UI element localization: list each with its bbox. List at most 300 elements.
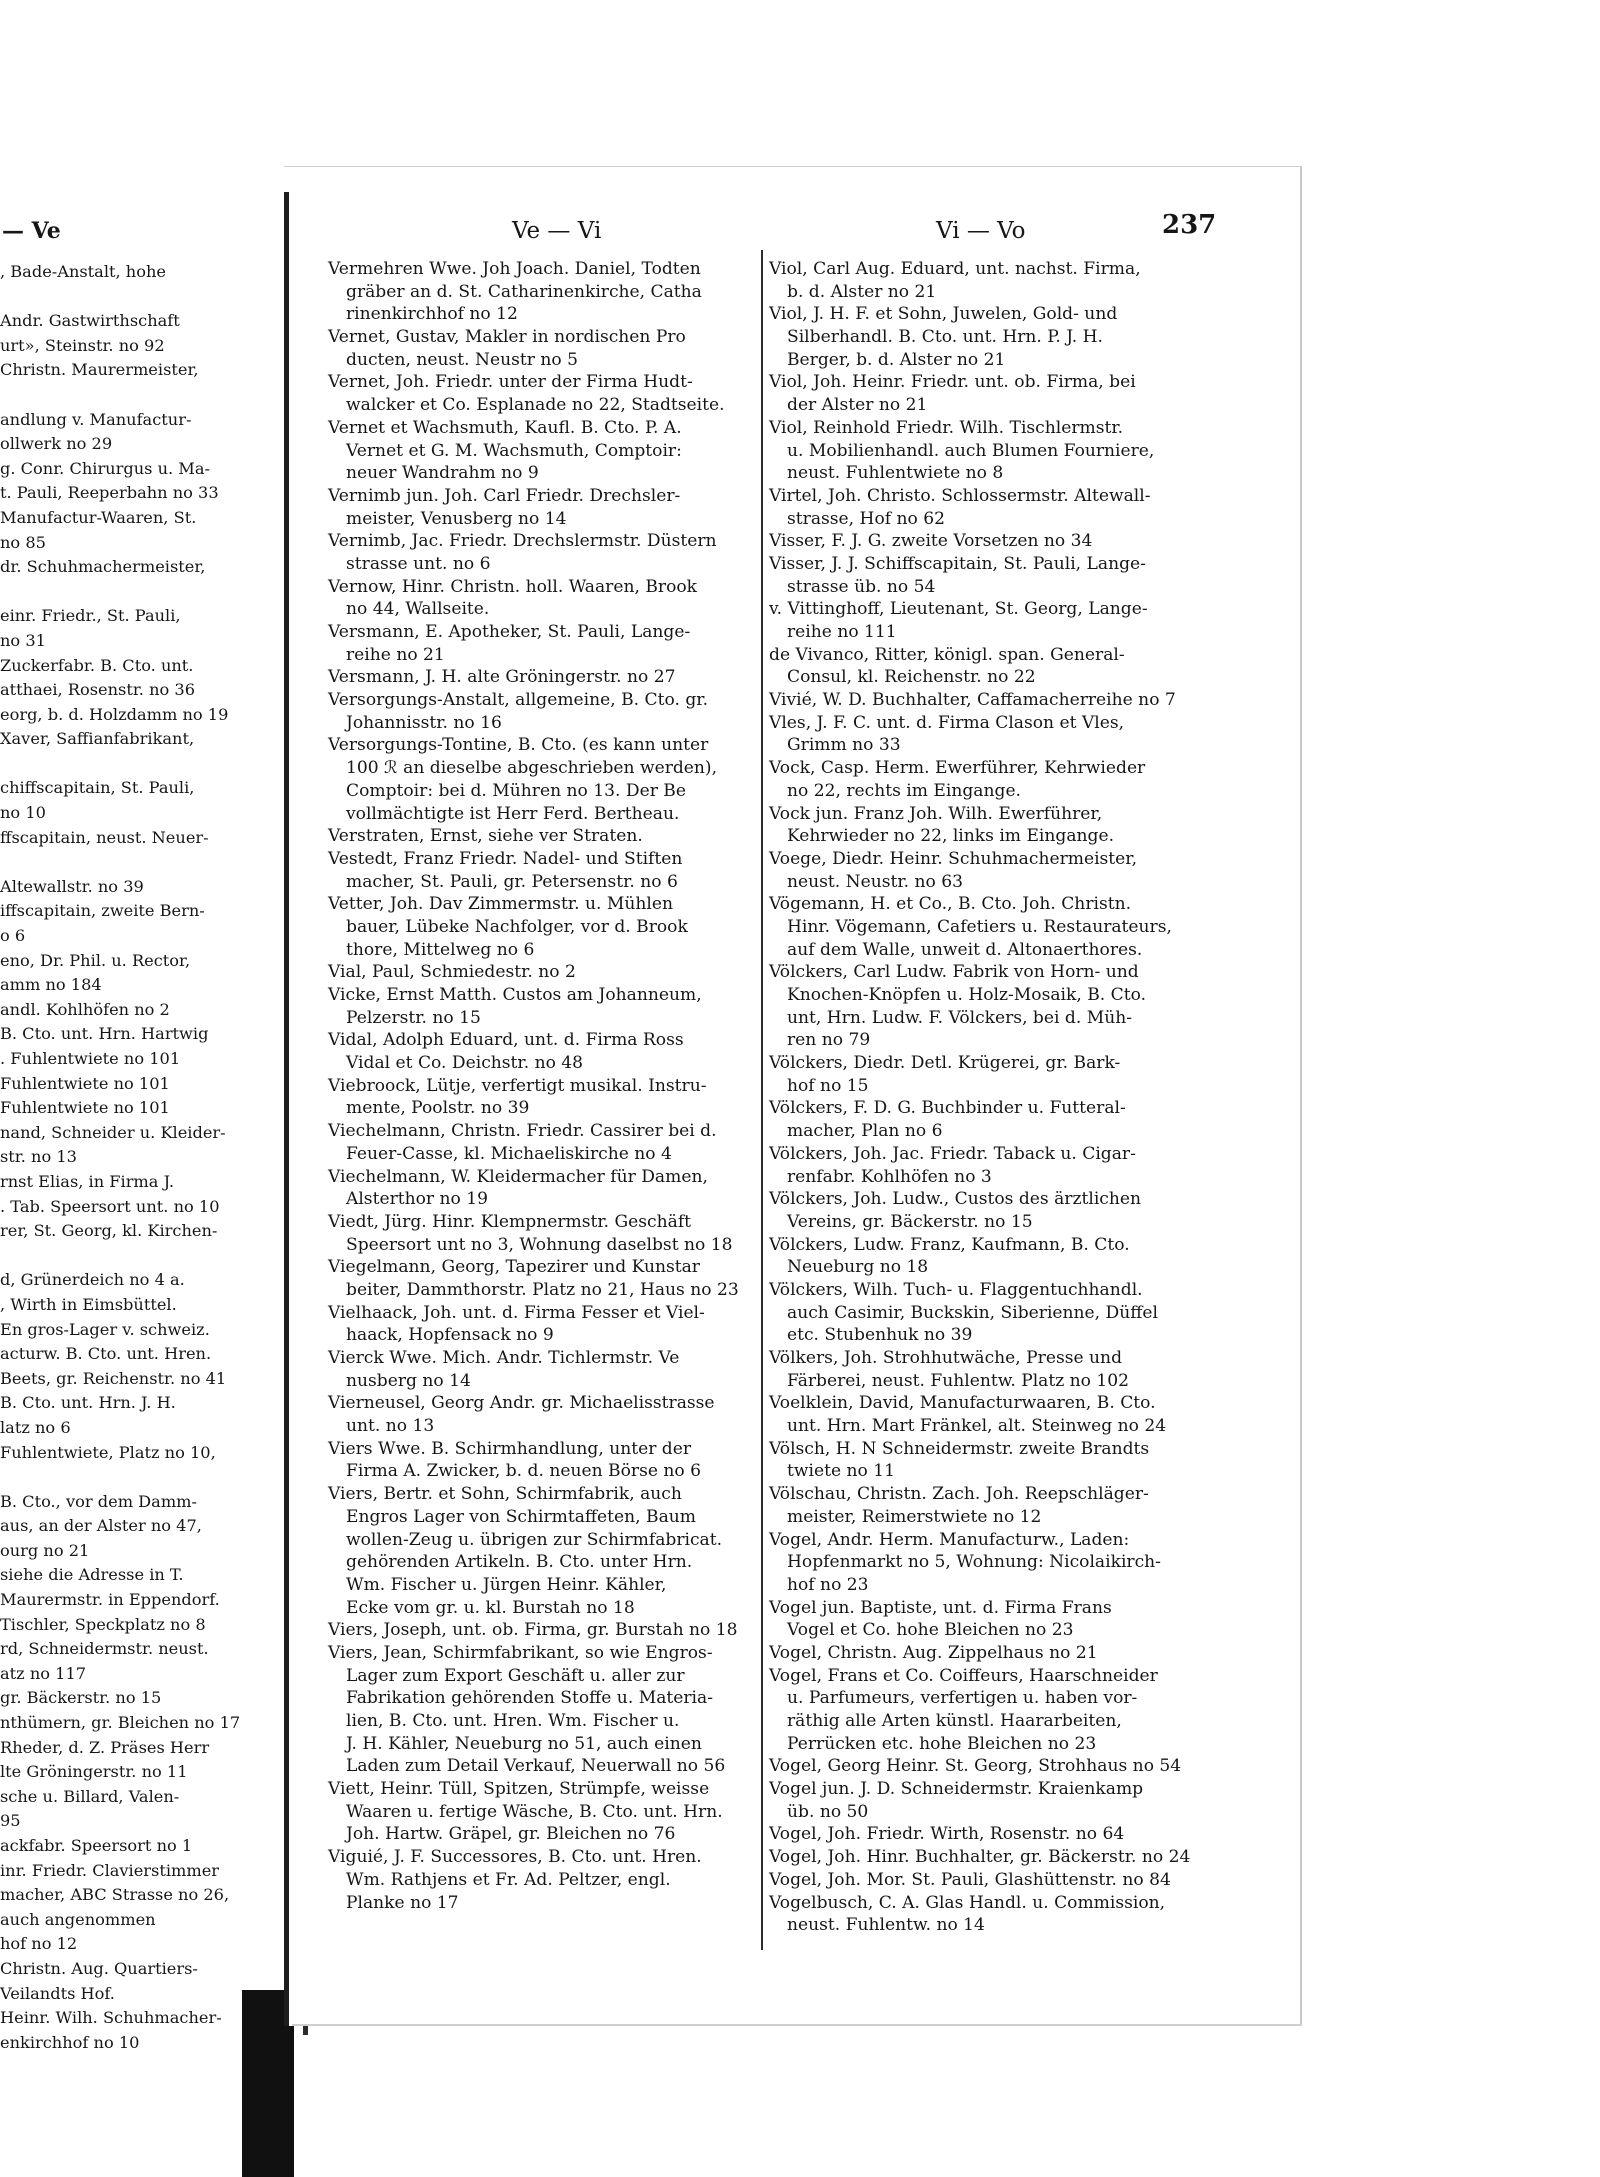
entry-line: Völckers, Diedr. Detl. Krügerei, gr. Bark- (769, 1053, 1121, 1074)
directory-entry (328, 530, 756, 575)
entry-line: no 44, Wallseite. (346, 599, 490, 620)
directory-entry (328, 1302, 756, 1347)
previous-page-line: ourg no 21 (0, 1540, 90, 1560)
previous-page-line: t. Pauli, Reeperbahn no 33 (0, 483, 219, 503)
previous-page-line (0, 285, 318, 310)
previous-page-line: Zuckerfabr. B. Cto. unt. (0, 655, 194, 675)
entry-line: Neueburg no 18 (787, 1257, 929, 1278)
entry-line: Joh. Hartw. Gräpel, gr. Bleichen no 76 (346, 1824, 676, 1845)
left-column (328, 258, 756, 1914)
previous-page-line: Maurermstr. in Eppendorf. (0, 1590, 220, 1610)
previous-page-line: . Tab. Speersort unt. no 10 (0, 1196, 220, 1216)
entry-line: Berger, b. d. Alster no 21 (787, 349, 1006, 370)
entry-line: gehörenden Artikeln. B. Cto. unter Hrn. (346, 1552, 693, 1573)
entry-line: ren no 79 (787, 1030, 871, 1051)
entry-line: neust. Fuhlentwiete no 8 (787, 463, 1004, 484)
directory-entry (769, 1869, 1207, 1892)
entry-line: Völckers, Carl Ludw. Fabrik von Horn- und (769, 962, 1139, 983)
entry-line: Vernet et G. M. Wachsmuth, Comptoir: (346, 440, 682, 461)
entry-line: Viechelmann, W. Kleidermacher für Damen, (328, 1166, 708, 1187)
entry-line: Vereins, gr. Bäckerstr. no 15 (787, 1211, 1033, 1232)
entry-line: thore, Mittelweg no 6 (346, 939, 535, 960)
directory-entry (328, 1392, 756, 1437)
directory-entry (328, 1256, 756, 1301)
entry-line: Vogel, Christn. Aug. Zippelhaus no 21 (769, 1642, 1098, 1663)
directory-entry (769, 1665, 1207, 1756)
directory-entry (328, 689, 756, 734)
entry-line: Vernimb, Jac. Friedr. Drechslermstr. Düstern (328, 531, 717, 552)
entry-line: Perrücken etc. hohe Bleichen no 23 (787, 1733, 1097, 1754)
entry-line: Voelklein, David, Manufacturwaaren, B. Cto. (769, 1393, 1156, 1414)
previous-page-line: urt», Steinstr. no 92 (0, 335, 165, 355)
directory-entry (769, 1778, 1207, 1823)
previous-page-line: Veilandts Hof. (0, 1983, 115, 2003)
directory-entry (769, 530, 1207, 553)
previous-page-line: siehe die Adresse in T. (0, 1565, 184, 1585)
entry-line: Johannisstr. no 16 (346, 712, 502, 733)
entry-line: Voege, Diedr. Heinr. Schuhmachermeister, (769, 848, 1138, 869)
column-divider (761, 250, 763, 1950)
previous-page-line: nand, Schneider u. Kleider- (0, 1122, 226, 1142)
entry-line: Vogel jun. Baptiste, unt. d. Firma Frans (769, 1597, 1112, 1618)
entry-line: Versmann, E. Apotheker, St. Pauli, Lange- (328, 622, 691, 642)
entry-line: Viechelmann, Christn. Friedr. Cassirer bei d. (328, 1121, 717, 1142)
entry-line: Vetter, Joh. Dav Zimmermstr. u. Mühlen (328, 894, 673, 915)
entry-line: Vernow, Hinr. Christn. holl. Waaren, Brook (328, 576, 698, 597)
entry-line: Kehrwieder no 22, links im Eingange. (787, 826, 1115, 847)
previous-page-line: Fuhlentwiete no 101 (0, 1098, 170, 1118)
previous-page-line (0, 1244, 318, 1269)
entry-line: Vicke, Ernst Matth. Custos am Johanneum, (328, 985, 702, 1005)
entry-line: unt. Hrn. Mart Fränkel, alt. Steinweg no 24 (787, 1416, 1167, 1437)
previous-page-line: ackfabr. Speersort no 1 (0, 1836, 193, 1855)
directory-entry (328, 1166, 756, 1211)
entry-line: macher, Plan no 6 (787, 1121, 943, 1142)
entry-line: renfabr. Kohlhöfen no 3 (787, 1166, 992, 1187)
entry-line: Viegelmann, Georg, Tapezirer und Kunstar (328, 1257, 700, 1278)
entry-line: Vogel, Joh. Hinr. Buchhalter, gr. Bäckerstr. no 24 (769, 1847, 1191, 1868)
previous-page-line: Andr. Gastwirthschaft (0, 311, 180, 331)
entry-line: Verstraten, Ernst, siehe ver Straten. (328, 826, 643, 847)
previous-page-line: Christn. Maurermeister, (0, 360, 199, 380)
directory-entry (328, 1211, 756, 1256)
entry-line: Völkers, Joh. Strohhutwäche, Presse und (769, 1348, 1123, 1368)
running-head-left: Ve — Vi (512, 218, 602, 244)
entry-line: hof no 23 (787, 1574, 869, 1595)
entry-line: Versorgungs-Anstalt, allgemeine, B. Cto. gr. (328, 690, 709, 711)
directory-entry (328, 1029, 756, 1074)
entry-line: Grimm no 33 (787, 735, 901, 756)
directory-entry (769, 712, 1207, 757)
previous-page-line: eno, Dr. Phil. u. Rector, (0, 950, 191, 970)
previous-page-line (0, 383, 318, 408)
entry-line: Vogel, Frans et Co. Coiffeurs, Haarschneider (769, 1665, 1158, 1686)
entry-line: Engros Lager von Schirmtaffeten, Baum (346, 1506, 696, 1527)
entry-line: vollmächtigte ist Herr Ferd. Bertheau. (346, 803, 680, 824)
entry-line: wollen-Zeug u. übrigen zur Schirmfabricat. (346, 1529, 723, 1550)
directory-entry (769, 1529, 1207, 1597)
page-edge-bottom (292, 2024, 1302, 2026)
previous-page-line: no 85 (0, 532, 46, 552)
entry-line: lien, B. Cto. unt. Hren. Wm. Fischer u. (346, 1711, 680, 1731)
previous-page-running-head: — Ve (2, 218, 61, 244)
entry-line: Viedt, Jürg. Hinr. Klempnermstr. Geschäft (328, 1211, 692, 1232)
directory-entry (769, 258, 1207, 303)
previous-page-line: Christn. Aug. Quartiers- (0, 1958, 198, 1978)
right-column (769, 258, 1207, 1937)
directory-entry (328, 417, 756, 485)
previous-page-line: latz no 6 (0, 1417, 71, 1437)
entry-line: Vogel, Andr. Herm. Manufacturw., Laden: (769, 1529, 1130, 1550)
directory-entry (328, 1483, 756, 1619)
directory-entry (769, 1892, 1207, 1937)
previous-page-line: o 6 (0, 926, 26, 946)
previous-page-line: d, Grünerdeich no 4 a. (0, 1270, 185, 1290)
directory-entry (769, 1846, 1207, 1869)
entry-line: strasse, Hof no 62 (787, 508, 945, 529)
entry-line: reihe no 111 (787, 622, 897, 642)
entry-line: unt, Hrn. Ludw. F. Völckers, bei d. Müh- (787, 1007, 1133, 1028)
entry-line: walcker et Co. Esplanade no 22, Stadtseite. (346, 395, 725, 416)
directory-entry (769, 1188, 1207, 1233)
directory-entry (769, 1052, 1207, 1097)
directory-entry (769, 553, 1207, 598)
entry-line: Vogel jun. J. D. Schneidermstr. Kraienkamp (769, 1779, 1144, 1800)
directory-entry (328, 734, 756, 825)
entry-line: Vogel, Joh. Friedr. Wirth, Rosenstr. no 64 (769, 1824, 1125, 1845)
previous-page-line: atz no 117 (0, 1663, 87, 1683)
previous-page-line: Manufactur-Waaren, St. (0, 507, 197, 527)
entry-line: Viol, Reinhold Friedr. Wilh. Tischlermstr. (769, 417, 1124, 438)
previous-page-line: Rheder, d. Z. Präses Herr (0, 1737, 210, 1757)
previous-page-line: Fuhlentwiete, Platz no 10, (0, 1442, 216, 1462)
directory-entry (769, 1483, 1207, 1528)
directory-entry (769, 485, 1207, 530)
entry-line: hof no 15 (787, 1075, 869, 1096)
previous-page-line: En gros-Lager v. schweiz. (0, 1319, 210, 1339)
entry-line: twiete no 11 (787, 1461, 895, 1482)
previous-page-line: 95 (0, 1811, 21, 1831)
previous-page-fragment (0, 190, 318, 2052)
directory-entry (328, 621, 756, 666)
directory-entry (328, 576, 756, 621)
entry-line: Völckers, Joh. Jac. Friedr. Taback u. Cigar- (769, 1143, 1136, 1164)
entry-line: strasse unt. no 6 (346, 553, 491, 574)
directory-entry (769, 803, 1207, 848)
directory-entry (328, 1438, 756, 1483)
entry-line: de Vivanco, Ritter, königl. span. General- (769, 644, 1125, 665)
entry-line: Hinr. Vögemann, Cafetiers u. Restaurateurs, (787, 916, 1172, 937)
entry-line: räthig alle Arten künstl. Haararbeiten, (787, 1711, 1122, 1731)
entry-line: Pelzerstr. no 15 (346, 1007, 481, 1028)
entry-line: rinenkirchhof no 12 (346, 304, 518, 325)
entry-line: b. d. Alster no 21 (787, 281, 937, 302)
entry-line: Vogelbusch, C. A. Glas Handl. u. Commission, (769, 1892, 1166, 1913)
previous-page-line: , Wirth in Eimsbüttel. (0, 1294, 177, 1314)
previous-page-line: Altewallstr. no 39 (0, 876, 144, 896)
entry-line: Versorgungs-Tontine, B. Cto. (es kann unter (328, 735, 709, 756)
entry-line: Vogel, Joh. Mor. St. Pauli, Glashüttenstr. no 84 (769, 1869, 1171, 1890)
entry-line: Viers Wwe. B. Schirmhandlung, unter der (328, 1438, 692, 1459)
previous-page-line (0, 1465, 318, 1490)
entry-line: ducten, neust. Neustr no 5 (346, 349, 578, 370)
entry-line: meister, Reimerstwiete no 12 (787, 1506, 1042, 1527)
previous-page-line: rd, Schneidermstr. neust. (0, 1639, 209, 1659)
previous-page-line: nthümern, gr. Bleichen no 17 (0, 1713, 241, 1733)
entry-line: Waaren u. fertige Wäsche, B. Cto. unt. Hrn. (346, 1801, 723, 1822)
entry-line: Ecke vom gr. u. kl. Burstah no 18 (346, 1597, 635, 1618)
page-edge-left (284, 192, 289, 2026)
previous-page-line: sche u. Billard, Valen- (0, 1786, 180, 1806)
entry-line: Viol, Carl Aug. Eduard, unt. nachst. Firma, (769, 259, 1141, 279)
directory-entry (769, 1279, 1207, 1347)
entry-line: beiter, Dammthorstr. Platz no 21, Haus no 23 (346, 1279, 739, 1300)
entry-line: Vögemann, H. et Co., B. Cto. Joh. Christn. (769, 894, 1132, 915)
directory-entry (328, 371, 756, 416)
entry-line: Virtel, Joh. Christo. Schlossermstr. Altewall- (769, 485, 1151, 506)
entry-line: unt. no 13 (346, 1416, 435, 1437)
entry-line: haack, Hopfensack no 9 (346, 1325, 554, 1346)
previous-page-line: . Fuhlentwiete no 101 (0, 1049, 181, 1068)
previous-page-line (0, 752, 318, 777)
previous-page-line: str. no 13 (0, 1147, 77, 1167)
entry-line: Vierck Wwe. Mich. Andr. Tichlermstr. Ve (328, 1348, 680, 1368)
entry-line: Völckers, Ludw. Franz, Kaufmann, B. Cto. (769, 1234, 1130, 1255)
entry-line: Fabrikation gehörenden Stoffe u. Materia- (346, 1688, 713, 1709)
directory-entry (769, 1097, 1207, 1142)
directory-entry (769, 1143, 1207, 1188)
directory-entry (328, 326, 756, 371)
previous-page-line: chiffscapitain, St. Pauli, (0, 778, 195, 798)
page-edge-right (1300, 166, 1302, 2026)
previous-page-line: amm no 184 (0, 975, 102, 995)
entry-line: Viguié, J. F. Successores, B. Cto. unt. Hren. (328, 1847, 702, 1868)
entry-line: Vielhaack, Joh. unt. d. Firma Fesser et Viel- (328, 1302, 705, 1323)
entry-line: Vidal et Co. Deichstr. no 48 (346, 1053, 584, 1074)
entry-line: gräber an d. St. Catharinenkirche, Catha (346, 281, 702, 302)
entry-line: strasse üb. no 54 (787, 576, 936, 597)
directory-entry (328, 485, 756, 530)
previous-page-line: no 10 (0, 803, 46, 823)
entry-line: Vierneusel, Georg Andr. gr. Michaelisstrasse (328, 1393, 715, 1414)
directory-entry (328, 1347, 756, 1392)
entry-line: Völckers, Joh. Ludw., Custos des ärztlichen (769, 1189, 1141, 1210)
directory-entry (769, 598, 1207, 643)
entry-line: Vidal, Adolph Eduard, unt. d. Firma Ross (328, 1030, 684, 1051)
running-head-right: Vi — Vo (936, 218, 1026, 244)
entry-line: reihe no 21 (346, 644, 445, 665)
previous-page-line: atthaei, Rosenstr. no 36 (0, 680, 196, 700)
previous-page-line: ffscapitain, neust. Neuer- (0, 827, 209, 847)
entry-line: u. Mobilienhandl. auch Blumen Fourniere, (787, 440, 1155, 461)
entry-line: auch Casimir, Buckskin, Siberienne, Düffel (787, 1302, 1158, 1323)
previous-page-line: g. Conr. Chirurgus u. Ma- (0, 458, 211, 478)
directory-entry (328, 666, 756, 689)
directory-entry (769, 371, 1207, 416)
entry-line: bauer, Lübeke Nachfolger, vor d. Brook (346, 916, 688, 937)
entry-line: Firma A. Zwicker, b. d. neuen Börse no 6 (346, 1461, 701, 1482)
entry-line: Vernet et Wachsmuth, Kaufl. B. Cto. P. A. (328, 417, 682, 438)
directory-entry (328, 1075, 756, 1120)
previous-page-line: Heinr. Wilh. Schuhmacher- (0, 2008, 222, 2028)
previous-page-line: rer, St. Georg, kl. Kirchen- (0, 1221, 218, 1241)
previous-page-line: macher, ABC Strasse no 26, (0, 1885, 230, 1905)
entry-line: 100 ℛ an dieselbe abgeschrieben werden), (346, 758, 718, 779)
entry-line: Viers, Bertr. et Sohn, Schirmfabrik, auch (328, 1484, 682, 1505)
directory-entry (769, 1234, 1207, 1279)
entry-line: J. H. Kähler, Neueburg no 51, auch einen (346, 1733, 702, 1754)
entry-line: der Alster no 21 (787, 395, 928, 416)
directory-entry (769, 961, 1207, 1052)
entry-line: Viebroock, Lütje, verfertigt musikal. Instru- (328, 1075, 707, 1096)
entry-line: neust. Fuhlentw. no 14 (787, 1915, 985, 1936)
previous-page-line: enkirchhof no 10 (0, 2032, 140, 2052)
entry-line: Visser, J. J. Schiffscapitain, St. Pauli, Lange- (769, 553, 1146, 574)
entry-line: Vles, J. F. C. unt. d. Firma Clason et Vles, (769, 712, 1125, 733)
entry-line: neust. Neustr. no 63 (787, 871, 964, 892)
entry-line: mente, Poolstr. no 39 (346, 1098, 530, 1119)
entry-line: Vivié, W. D. Buchhalter, Caffamacherreihe no 7 (769, 690, 1176, 711)
entry-line: macher, St. Pauli, gr. Petersenstr. no 6 (346, 871, 678, 892)
page-number: 237 (1162, 210, 1217, 240)
directory-entry (328, 258, 756, 326)
entry-line: Vial, Paul, Schmiedestr. no 2 (328, 962, 576, 983)
previous-page-line: eorg, b. d. Holzdamm no 19 (0, 704, 229, 724)
directory-entry (769, 417, 1207, 485)
directory-entry (769, 1597, 1207, 1642)
entry-line: Silberhandl. B. Cto. unt. Hrn. P. J. H. (787, 327, 1103, 348)
previous-page-line: B. Cto. unt. Hrn. Hartwig (0, 1024, 209, 1044)
entry-line: Vogel et Co. hohe Bleichen no 23 (787, 1620, 1074, 1641)
entry-line: Viers, Joseph, unt. ob. Firma, gr. Burstah no 18 (328, 1620, 738, 1641)
directory-entry (769, 689, 1207, 712)
entry-line: no 22, rechts im Eingange. (787, 780, 1021, 801)
previous-page-line: rnst Elias, in Firma J. (0, 1171, 174, 1191)
previous-page-line: acturw. B. Cto. unt. Hren. (0, 1344, 212, 1364)
entry-line: Wm. Fischer u. Jürgen Heinr. Kähler, (346, 1574, 667, 1595)
entry-line: Planke no 17 (346, 1892, 459, 1913)
entry-line: Consul, kl. Reichenstr. no 22 (787, 667, 1036, 688)
entry-line: Versmann, J. H. alte Gröningerstr. no 27 (328, 667, 676, 688)
directory-entry (769, 848, 1207, 893)
entry-line: Vock jun. Franz Joh. Wilh. Ewerführer, (769, 803, 1103, 824)
entry-line: Völckers, F. D. G. Buchbinder u. Futteral- (769, 1098, 1126, 1119)
entry-line: Viett, Heinr. Tüll, Spitzen, Strümpfe, weisse (328, 1779, 710, 1800)
directory-page (284, 166, 1302, 2026)
entry-line: Vernet, Gustav, Makler in nordischen Pro (328, 327, 686, 348)
entry-line: Lager zum Export Geschäft u. aller zur (346, 1665, 685, 1686)
page-edge-top (284, 166, 1302, 167)
previous-page-line: lte Gröningerstr. no 11 (0, 1762, 188, 1782)
entry-line: Feuer-Casse, kl. Michaeliskirche no 4 (346, 1143, 672, 1164)
entry-line: Vermehren Wwe. Joh Joach. Daniel, Todten (328, 259, 701, 279)
previous-page-line: dr. Schuhmachermeister, (0, 557, 206, 577)
directory-entry (769, 893, 1207, 961)
entry-line: Knochen-Knöpfen u. Holz-Mosaik, B. Cto. (787, 985, 1147, 1005)
directory-entry (328, 1120, 756, 1165)
directory-entry (769, 1755, 1207, 1778)
entry-line: Völsch, H. N Schneidermstr. zweite Brandts (769, 1438, 1150, 1459)
directory-entry (328, 1846, 756, 1914)
directory-entry (769, 1823, 1207, 1846)
entry-line: Alsterthor no 19 (346, 1189, 488, 1210)
previous-page-line: B. Cto. unt. Hrn. J. H. (0, 1393, 176, 1413)
directory-entry (328, 984, 756, 1029)
directory-entry (769, 303, 1207, 371)
entry-line: Völckers, Wilh. Tuch- u. Flaggentuchhandl. (769, 1279, 1143, 1300)
previous-page-line (0, 580, 318, 605)
previous-page-line: iffscapitain, zweite Bern- (0, 901, 205, 921)
previous-page-line: einr. Friedr., St. Pauli, (0, 606, 181, 626)
previous-page-line: aus, an der Alster no 47, (0, 1516, 202, 1536)
previous-page-line: Fuhlentwiete no 101 (0, 1073, 170, 1093)
entry-line: Viol, Joh. Heinr. Friedr. unt. ob. Firma, bei (769, 372, 1136, 393)
directory-entry (328, 1778, 756, 1846)
directory-entry (328, 1642, 756, 1778)
directory-entry (328, 893, 756, 961)
directory-entry (769, 1438, 1207, 1483)
directory-entry (328, 961, 756, 984)
entry-line: auf dem Walle, unweit d. Altonaerthores. (787, 939, 1143, 960)
previous-page-line: B. Cto., vor dem Damm- (0, 1491, 197, 1511)
entry-line: Vestedt, Franz Friedr. Nadel- und Stiften (328, 848, 683, 869)
entry-line: Vock, Casp. Herm. Ewerführer, Kehrwieder (769, 758, 1146, 779)
entry-line: Visser, F. J. G. zweite Vorsetzen no 34 (769, 531, 1093, 552)
entry-line: u. Parfumeurs, verfertigen u. haben vor- (787, 1688, 1138, 1709)
entry-line: Viers, Jean, Schirmfabrikant, so wie Engros- (328, 1642, 713, 1663)
entry-line: Speersort unt no 3, Wohnung daselbst no 18 (346, 1234, 733, 1255)
directory-entry (769, 1392, 1207, 1437)
previous-page-line: gr. Bäckerstr. no 15 (0, 1688, 162, 1708)
previous-page-line (0, 850, 318, 875)
entry-line: neuer Wandrahm no 9 (346, 463, 539, 484)
directory-entry (328, 848, 756, 893)
previous-page-text (0, 260, 318, 2055)
previous-page-line: hof no 12 (0, 1934, 78, 1954)
entry-line: v. Vittinghoff, Lieutenant, St. Georg, Lange- (769, 599, 1148, 620)
entry-line: Vernet, Joh. Friedr. unter der Firma Hudt- (328, 372, 693, 393)
previous-page-line: , Bade-Anstalt, hohe (0, 262, 166, 281)
previous-page-line: ollwerk no 29 (0, 434, 113, 454)
entry-line: meister, Venusberg no 14 (346, 508, 567, 529)
entry-line: nusberg no 14 (346, 1370, 471, 1391)
entry-line: üb. no 50 (787, 1801, 869, 1822)
entry-line: Hopfenmarkt no 5, Wohnung: Nicolaikirch- (787, 1552, 1161, 1573)
previous-page-line: Beets, gr. Reichenstr. no 41 (0, 1368, 227, 1388)
entry-line: Laden zum Detail Verkauf, Neuerwall no 56 (346, 1756, 726, 1777)
previous-page-line: no 31 (0, 630, 46, 650)
previous-page-line: andl. Kohlhöfen no 2 (0, 999, 170, 1019)
entry-line: Vogel, Georg Heinr. St. Georg, Strohhaus no 54 (769, 1756, 1182, 1777)
directory-entry (769, 644, 1207, 689)
directory-entry (769, 1642, 1207, 1665)
previous-page-line: inr. Friedr. Clavierstimmer (0, 1860, 220, 1880)
entry-line: etc. Stubenhuk no 39 (787, 1325, 973, 1346)
entry-line: Comptoir: bei d. Mühren no 13. Der Be (346, 780, 686, 801)
entry-line: Völschau, Christn. Zach. Joh. Reepschläger- (769, 1484, 1149, 1505)
previous-page-line: andlung v. Manufactur- (0, 409, 192, 429)
previous-page-line: Xaver, Saffianfabrikant, (0, 729, 195, 749)
directory-entry (769, 1347, 1207, 1392)
entry-line: Färberei, neust. Fuhlentw. Platz no 102 (787, 1370, 1130, 1391)
previous-page-line: Tischler, Speckplatz no 8 (0, 1614, 206, 1634)
directory-entry (328, 825, 756, 848)
entry-line: Viol, J. H. F. et Sohn, Juwelen, Gold- und (769, 304, 1118, 325)
previous-page-line: auch angenommen (0, 1909, 156, 1929)
directory-entry (769, 757, 1207, 802)
entry-line: Wm. Rathjens et Fr. Ad. Peltzer, engl. (346, 1869, 671, 1890)
directory-entry (328, 1619, 756, 1642)
